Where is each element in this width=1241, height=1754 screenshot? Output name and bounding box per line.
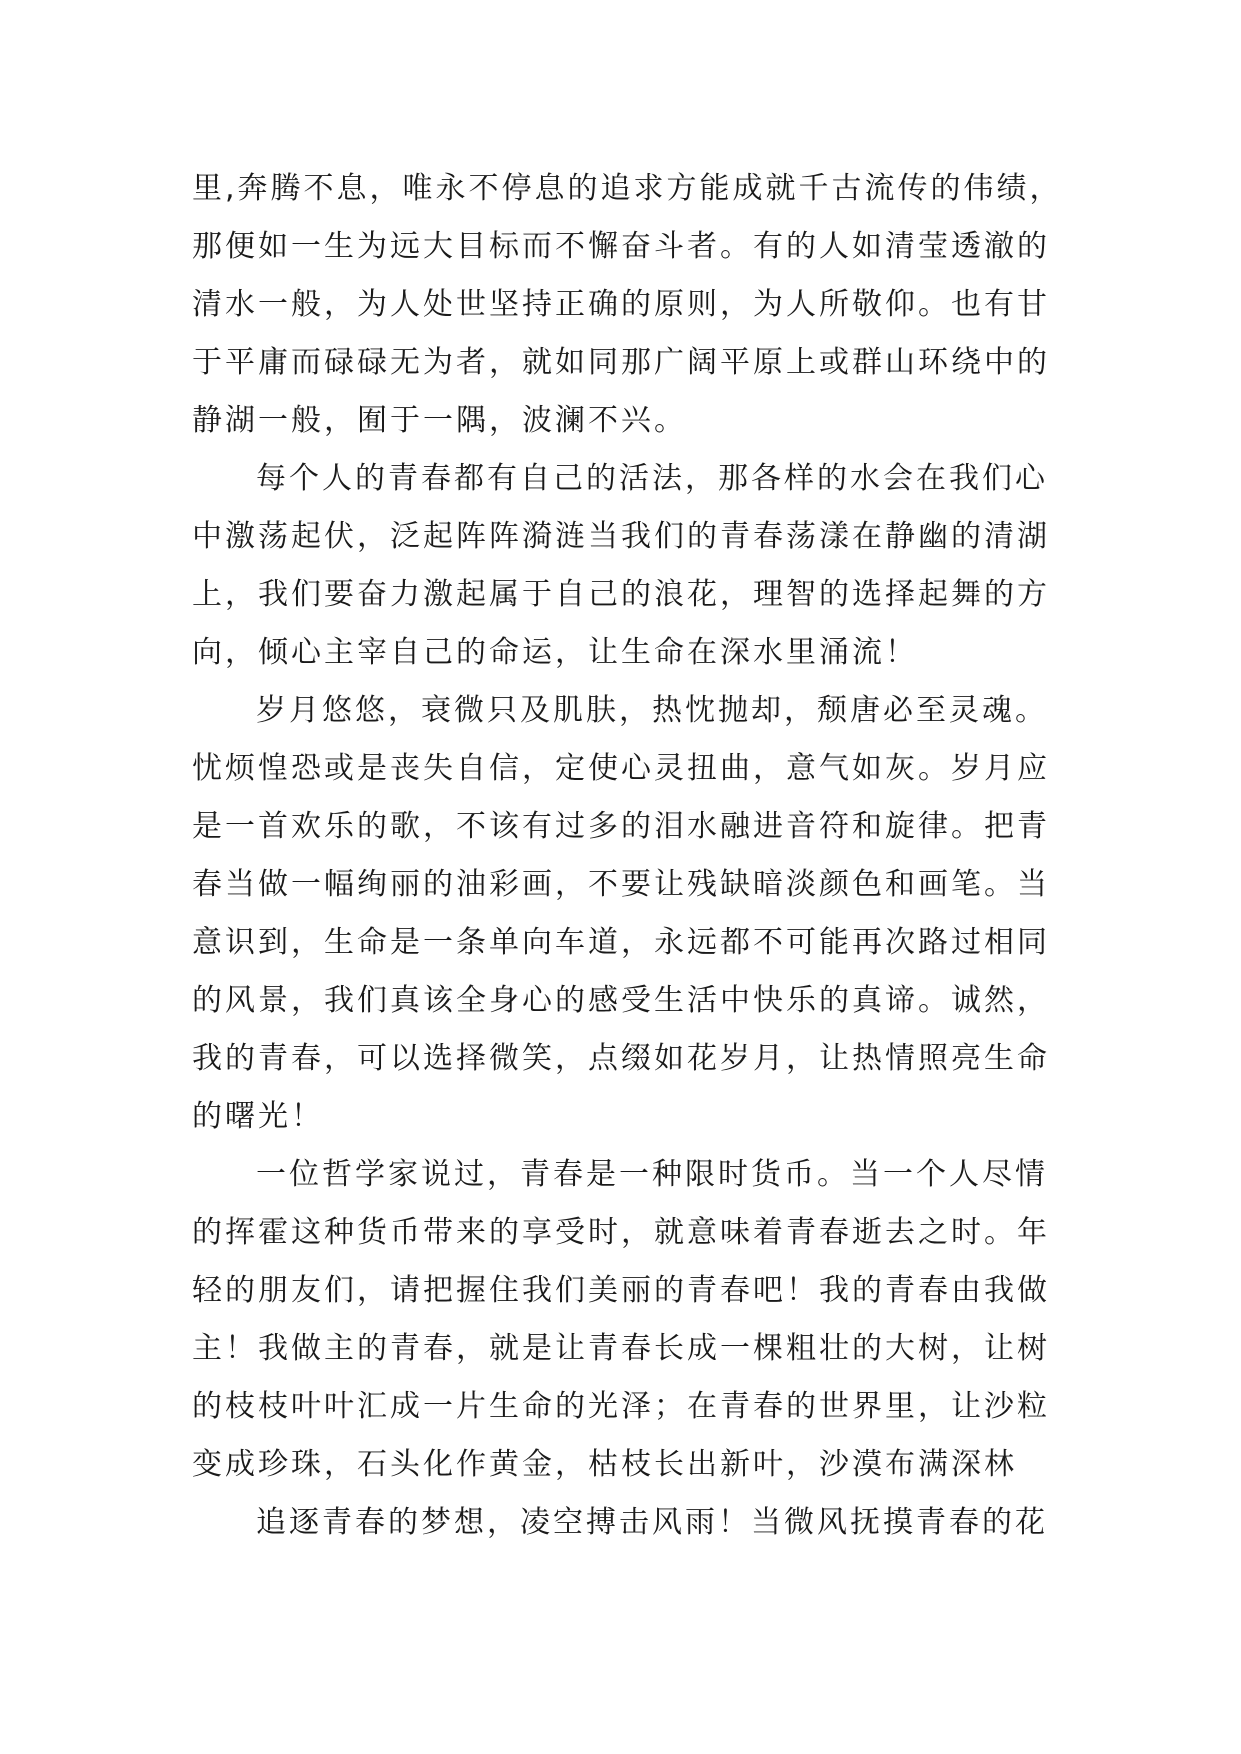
- text-line: 是一首欢乐的歌，不该有过多的泪水融进音符和旋律。把青: [192, 809, 1050, 844]
- text-line: 清水一般，为人处世坚持正确的原则，为人所敬仰。也有甘: [192, 287, 1050, 322]
- text-line: 的曙光！: [192, 1099, 324, 1134]
- text-line: 向，倾心主宰自己的命运，让生命在深水里涌流！: [192, 635, 918, 670]
- paragraph-start-line: 岁月悠悠，衰微只及肌肤，热忱抛却，颓唐必至灵魂。: [256, 693, 1048, 728]
- text-line: 忧烦惶恐或是丧失自信，定使心灵扭曲，意气如灰。岁月应: [192, 751, 1050, 786]
- text-line: 的风景，我们真该全身心的感受生活中快乐的真谛。诚然，: [192, 983, 1050, 1018]
- text-line: 静湖一般，囿于一隅，波澜不兴。: [192, 403, 687, 438]
- text-line: 的挥霍这种货币带来的享受时，就意味着青春逝去之时。年: [192, 1215, 1050, 1250]
- essay-body: [192, 160, 1072, 1552]
- text-line: 春当做一幅绚丽的油彩画，不要让残缺暗淡颜色和画笔。当: [192, 867, 1050, 902]
- text-line: 于平庸而碌碌无为者，就如同那广阔平原上或群山环绕中的: [192, 345, 1050, 380]
- text-line: 变成珍珠，石头化作黄金，枯枝长出新叶，沙漠布满深林: [192, 1447, 1017, 1482]
- paragraph-start-line: 一位哲学家说过，青春是一种限时货币。当一个人尽情: [256, 1157, 1048, 1192]
- paragraph-start-line: 每个人的青春都有自己的活法，那各样的水会在我们心: [256, 461, 1048, 496]
- text-line: 意识到，生命是一条单向车道，永远都不可能再次路过相同: [192, 925, 1050, 960]
- text-line: 主！我做主的青春，就是让青春长成一棵粗壮的大树，让树: [192, 1331, 1050, 1366]
- text-line: 上，我们要奋力激起属于自己的浪花，理智的选择起舞的方: [192, 577, 1050, 612]
- text-line: 轻的朋友们，请把握住我们美丽的青春吧！我的青春由我做: [192, 1273, 1050, 1308]
- text-line: 里,奔腾不息，唯永不停息的追求方能成就千古流传的伟绩，: [192, 171, 1063, 206]
- text-line: 我的青春，可以选择微笑，点缀如花岁月，让热情照亮生命: [192, 1041, 1050, 1076]
- text-line: 中激荡起伏，泛起阵阵漪涟当我们的青春荡漾在静幽的清湖: [192, 519, 1050, 554]
- text-line: 那便如一生为远大目标而不懈奋斗者。有的人如清莹透澈的: [192, 229, 1050, 264]
- text-line: 的枝枝叶叶汇成一片生命的光泽；在青春的世界里，让沙粒: [192, 1389, 1050, 1424]
- paragraph-start-line: 追逐青春的梦想，凌空搏击风雨！当微风抚摸青春的花: [256, 1505, 1048, 1540]
